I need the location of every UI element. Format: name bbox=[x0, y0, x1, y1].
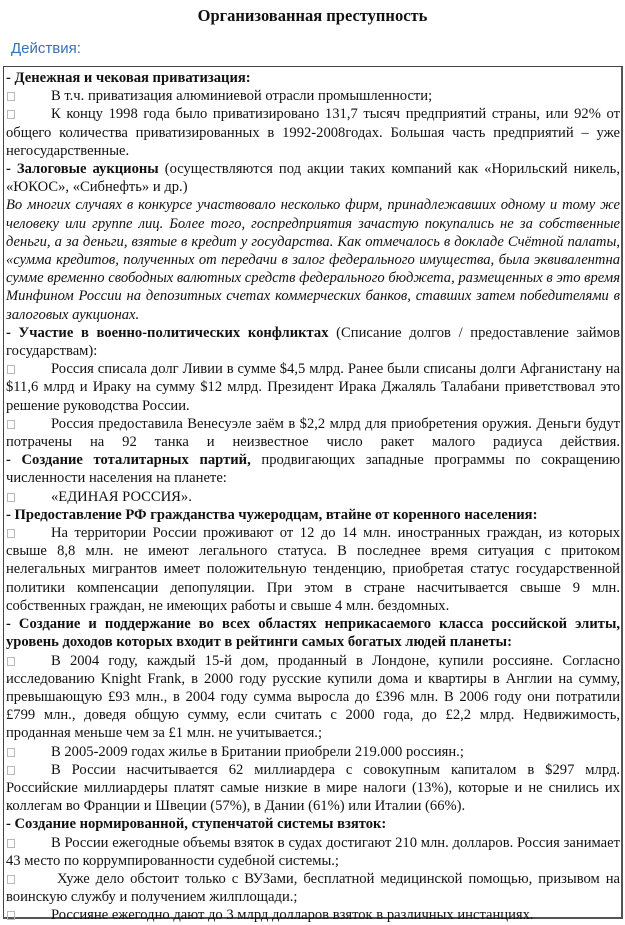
list-item bbox=[6, 834, 620, 870]
block-heading bbox=[6, 160, 620, 196]
hollow-square-bullet-icon bbox=[7, 911, 15, 920]
item-text: В т.ч. приватизация алюминиевой отрасли промышленности; bbox=[51, 88, 433, 105]
heading-text: - Создание нормированной, ступенчатой системы взяток: bbox=[6, 816, 387, 833]
document-title: Организованная преступность bbox=[197, 6, 428, 25]
heading-text: - Участие в военно-политических конфликтах bbox=[6, 324, 329, 341]
heading-text: - Создание тоталитарных партий, bbox=[6, 452, 251, 469]
block-heading bbox=[6, 69, 620, 87]
item-text: Россия предоставила Венесуэле заём в $2,2 млрд для приобретения оружия. Деньги будут потрачены на 92 танка и неизвестное число ракет малого радиуса действия. bbox=[6, 415, 620, 451]
list-item bbox=[6, 360, 620, 415]
hollow-square-bullet-icon bbox=[7, 748, 15, 757]
hollow-square-bullet-icon bbox=[7, 365, 15, 374]
item-text: В 2004 году, каждый 15-й дом, проданный в Лондоне, купили россияне. Согласно исследованию Knight Frank, в 2000 году русские купили дома и квартиры в Англии на сумму, превышающую £93 млн., в 2004 году сумма выросла до £396 млн. В 2006 году они потратили £799 млн., доведя общую сумму, если считать с 2000 года, до £2,2 млрд. Недвижимость, проданная меньше чем за £1 млн. не учитывается.; bbox=[6, 652, 620, 742]
list-item bbox=[6, 415, 620, 451]
heading-rest: (Списание долгов / предоставление займов государствам): bbox=[6, 324, 620, 360]
item-text: «ЕДИНАЯ РОССИЯ». bbox=[51, 488, 192, 505]
italic-paragraph: Во многих случаях в конкурсе участвовало несколько фирм, принадлежавших одному и тому же человеку или группе лиц. Более того, госпредприятия зачастую покупались не за собственные деньги, а за деньги, взятые в кредит у государства. Как отмечалось в докладе Счётной палаты, «сумма кредитов, полученных от передачи в залог федерального имущества, была эквивалентна сумме временно свободных валютных средств федерального бюджета, размещенных в это время Минфином России на депозитных счетах коммерческих банков, ставших затем победителями в залоговых аукционах. bbox=[6, 197, 620, 323]
section-heading: Действия: bbox=[11, 40, 81, 57]
heading-text: - Залоговые аукционы bbox=[6, 161, 159, 178]
heading-text: - Создание и поддержание во всех областях неприкасаемого класса российской элиты, уровень доходов которых входит в рейтинги самых богатых людей планеты: bbox=[6, 616, 620, 651]
hollow-square-bullet-icon bbox=[7, 766, 15, 775]
item-text: На территории России проживают от 12 до 14 млн. иностранных граждан, из которых свыше 8,8 млн. не имеют легального статуса. В последнее время ситуация с притоком нелегальных мигрантов имеет положительную тенденцию, приобретая статус государственной политики компенсации депопуляции. При этом в стране насчитывается свыше 9 млн. собственных граждан, не имеющих работы и свыше 4 млн. бездомных. bbox=[6, 525, 620, 614]
hollow-square-bullet-icon bbox=[7, 110, 15, 119]
hollow-square-bullet-icon bbox=[7, 657, 15, 666]
block-heading bbox=[6, 815, 620, 833]
list-item bbox=[6, 652, 620, 743]
item-text: К концу 1998 года было приватизировано 131,7 тысяч предприятий страны, или 92% от общего количества приватизированных в 1992-2008годах. Большая часть предприятий – уже негосударственные. bbox=[6, 106, 620, 159]
list-item bbox=[6, 87, 620, 105]
hollow-square-bullet-icon bbox=[7, 875, 15, 884]
content-box bbox=[3, 66, 623, 924]
list-item bbox=[6, 743, 620, 761]
item-text: Хуже дело обстоит только с ВУЗами, бесплатной медицинской помощью, призывом на воинскую службу и получением жилплощади.; bbox=[6, 870, 620, 906]
block-heading bbox=[6, 451, 620, 487]
hollow-square-bullet-icon bbox=[7, 529, 15, 538]
block-heading bbox=[6, 506, 620, 524]
block-heading bbox=[6, 615, 620, 651]
heading-rest: продвигающих западные программы по сокращению численности населения на планете: bbox=[6, 452, 620, 487]
item-text: В 2005-2009 годах жилье в Британии приобрели 219.000 россиян.; bbox=[51, 743, 464, 760]
item-text: В России ежегодные объемы взяток в судах достигают 210 млн. долларов. Россия занимает 43 место по коррумпированности судебной системы.; bbox=[6, 834, 620, 869]
heading-text: - Денежная и чековая приватизация: bbox=[6, 70, 251, 86]
list-item bbox=[6, 105, 620, 160]
list-item bbox=[6, 906, 620, 924]
list-item bbox=[6, 524, 620, 615]
list-item bbox=[6, 761, 620, 816]
item-text: Россияне ежегодно дают до 3 млрд долларов взяток в различных инстанциях. bbox=[51, 907, 534, 924]
hollow-square-bullet-icon bbox=[7, 839, 15, 848]
hollow-square-bullet-icon bbox=[7, 493, 15, 502]
hollow-square-bullet-icon bbox=[7, 420, 15, 429]
list-item bbox=[6, 870, 620, 906]
heading-rest: (осуществляются под акции таких компаний как «Норильский никель, «ЮКОС», «Сибнефть» и др.) bbox=[6, 161, 620, 196]
block-heading bbox=[6, 324, 620, 360]
list-item bbox=[6, 488, 620, 506]
item-text: Россия списала долг Ливии в сумме $4,5 млрд. Ранее были списаны долги Афганистану на $11,6 млрд и Ираку на сумму $12 млрд. Президент Ирака Джаляль Талабани приветствовал это решение руководства России. bbox=[6, 361, 620, 414]
heading-text: - Предоставление РФ гражданства чужеродцам, втайне от коренного населения: bbox=[6, 506, 538, 523]
hollow-square-bullet-icon bbox=[7, 92, 15, 101]
item-text: В России насчитывается 62 миллиардера с совокупным капиталом в $297 млрд. Российские миллиардеры платят самые низкие в мире налоги (13%), которые и не снились их коллегам во Франции и Швеции (57%), в Дании (61%) или Италии (66%). bbox=[6, 761, 620, 815]
